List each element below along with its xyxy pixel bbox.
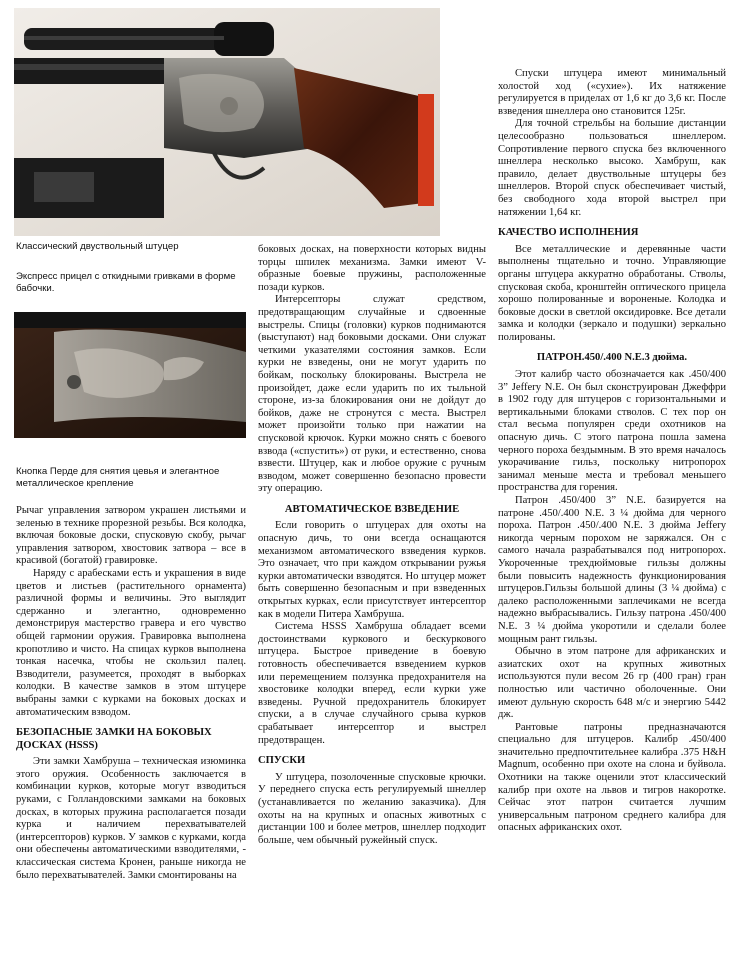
middle-paragraph: Система HSSS Хамбруша обладает всеми достоинствами куркового и бескуркового штуцера. Быстрое приведение в боевую готовность обеспечивается взведением курков или перемещением ползунка предохранителя на хвостовике колодки вперед, если курки уже взведены. Ручной предохранитель блокирует спуски, а в случае случайного срыва курков срабатывает интерсептор и выстрел предотвращен. bbox=[258, 621, 486, 746]
section-heading-quality: КАЧЕСТВО ИСПОЛНЕНИЯ bbox=[498, 227, 639, 239]
middle-paragraph: боковых досках, на поверхности которых видны торцы шпилек механизма. Замки имеют V- образные боевые пружины, расположенные позади курков. bbox=[258, 244, 486, 293]
section-heading-auto-cocking: АВТОМАТИЧЕСКОЕ ВЗВЕДЕНИЕ bbox=[284, 503, 460, 515]
button-caption: Кнопка Перде для снятия цевья и элегантное металлическое крепление bbox=[16, 466, 220, 489]
right-paragraph: Рантовые патроны предназначаются специально для штуцеров. Калибр .450/400 значительно предпочтительнее калибра .375 H&H Magnum, особенно при охоте на слона и буйвола. Охотники на также оценили этот классический калибр при охоте на львов и тигров накоротке. Сейчас этот патрон считается лучшим универсальным патроном среднего калибра для опасных африканских охот. bbox=[498, 721, 726, 834]
forend-button-photo bbox=[14, 312, 246, 438]
right-paragraph: Обычно в этом патроне для африканских и азиатских охот на крупных животных используются пули весом 26 гр (400 гран) гран полностью или частично оболоченные. Они имеют дульную скорость 648 м/с и энергию 5442 дж. bbox=[498, 646, 726, 721]
right-paragraph: Все металлические и деревянные части выполнены тщательно и точно. Управляющие органы штуцера аккуратно обработаны. Стволы, спусковая скоба, кронштейн оптического прицела хорошо полированные и вороненые. Колодка и боковые доски в светлой оксидировке. Все детали замка и колодки (зеркало и подушки) зеркально полированы. bbox=[498, 243, 726, 343]
middle-paragraph: У штуцера, позолоченные спусковые крючки. У переднего спуска есть регулируемый шнеллер (устанавливается по желанию заказчика). Для охоты на на крупных и опасных животных с дистанции 100 и более метров, шнеллер подходит больше, чем обычный ружейный спуск. bbox=[258, 771, 486, 846]
right-paragraph: Для точной стрельбы на большие дистанции целесообразно пользоваться шнеллером. Сопротивление первого спуска без включенного шнеллера несколько высоко. Хамбруш, как правило, делает двуствольные штуцеры без шнеллеров. Второй спуск обеспечивает чистый, без свободного хода второй выстрел при натяжении 1,64 кг. bbox=[498, 118, 726, 218]
section-heading-triggers: СПУСКИ bbox=[258, 755, 306, 767]
rifle-illustration bbox=[14, 8, 440, 236]
left-paragraph: Эти замки Хамбруша – техническая изюминка этого оружия. Особенность заключается в комбинации курков, которые могут взводиться руками, с Голландовскими замками на боковых досках, в которых пружина располагается позади курка и наличием перехватывателей (интерсепторов) курков. У замков с курками, когда они обеспечены автоматическими взводителями, - классическая система Кронен, раньше никогда не было перехватывателей. Замки смонтированы на bbox=[16, 756, 246, 881]
left-column bbox=[16, 505, 246, 882]
right-paragraph: Этот калибр часто обозначается как .450/400 3” Jeffery N.E. Он был сконструирован Джеффри в 1902 году для штуцеров с горизонтальными и вертикальными блоками стволов. С тех пор он стал весьма популярен среди охотников на опасную дичь. С этого патрона пошла замена черного пороха бездымным. В это время началось укорачивание гильз, поскольку нитропорох занимал меньше места и требовал меньшего пространства для горения. bbox=[498, 369, 726, 494]
engraving-illustration bbox=[14, 312, 246, 438]
left-paragraph: Рычаг управления затвором украшен листьями и зеленью в технике прорезной резьбы. Вся колодка, включая боковые доски, спусковую скобу, рычаг управления затвором, хвостовик затвора – все в красивой (богатой) гравировке. bbox=[16, 505, 246, 567]
middle-column bbox=[258, 244, 486, 847]
scope-caption: Экспресс прицел с откидными гривками в форме бабочки. bbox=[16, 271, 236, 294]
right-paragraph: Спуски штуцера имеют минимальный холостой ход («сухие»). Их натяжение регулируется в приделах от 1,6 кг до 3,6 кг. После взведения шнеллера оно становится 125г. bbox=[498, 68, 726, 117]
section-heading-hsss: БЕЗОПАСНЫЕ ЗАМКИ НА БОКОВЫХ ДОСКАХ (HSSS) bbox=[16, 727, 212, 751]
right-paragraph: Патрон .450/400 3” N.E. базируется на патроне .450/.400 N.E. 3 ¼ дюйма для черного пороха. Патрон .450/.400 N.E. 3 дюйма Jeffery никогда черным порохом не заряжался. Он с самого начала разрабатывался под нитропорох. Укороченные трехдюймовые гильзы должны были повысить надежность функционирования штуцеров.Гильзы большой длины (3 ¼ дюйма) с далеко расположенными заплечиками не всегда надежно выбрасывались. Гильзу патрона .450/400 N.E. 3 ¼ дюйма укоротили и сделали более мощным рант гильзы. bbox=[498, 495, 726, 645]
rifle-caption: Классический двуствольный штуцер bbox=[16, 241, 179, 252]
section-heading-cartridge: ПАТРОН.450/.400 N.E.3 дюйма. bbox=[536, 352, 688, 364]
rifle-photo bbox=[14, 8, 440, 236]
middle-paragraph: Интерсепторы служат средством, предотвращающим случайные и сдвоенные выстрелы. Спицы (головки) курков поднимаются (выступают) над боковыми досками. Они служат четкими указателями состояния замков. Если курки не взведены, они не могут ударить по бойкам, поскольку блокированы. Выстрела не произойдет, даже если ударить по их тыльной стороне, из-за блокирования они не дойдут до бойков, даже не стронутся с места. Выстрел может произойти только при нажатии на спусковой крючок. Курки можно снять с боевого взвода («спустить») от руки, и естественно, снова взвести. Штуцер, как и любое оружие с ручным взводом, может совершенно безопасно провести эту операцию. bbox=[258, 294, 486, 495]
middle-paragraph: Если говорить о штуцерах для охоты на опасную дичь, то они всегда оснащаются механизмом автоматического взведения курков. Это означает, что при каждом открывании ружья курки автоматически взводятся. Но штуцер может быть совершенно безопасным и при взведенных открытых курках, если присутствует интерсептор как в модели Питера Хамбруша. bbox=[258, 520, 486, 620]
right-column bbox=[498, 68, 726, 835]
left-paragraph: Наряду с арабесками есть и украшения в виде цветов и листьев (растительного орнамента) различной формы и величины. Это выглядит сдержанно и элегантно, одновременно демонстрируя мастерство гравера и его чувство общей гармонии оружия. Гравировка выполнена кропотливо и чисто. На спицах курков выполнена тонкая насечка, чтобы не скользил палец. Взводители, разумеется, проходят в выборках колодки. В качестве замков в этом штуцере выбраны замки с курками на боковых досках и автоматическим взводом. bbox=[16, 567, 246, 718]
